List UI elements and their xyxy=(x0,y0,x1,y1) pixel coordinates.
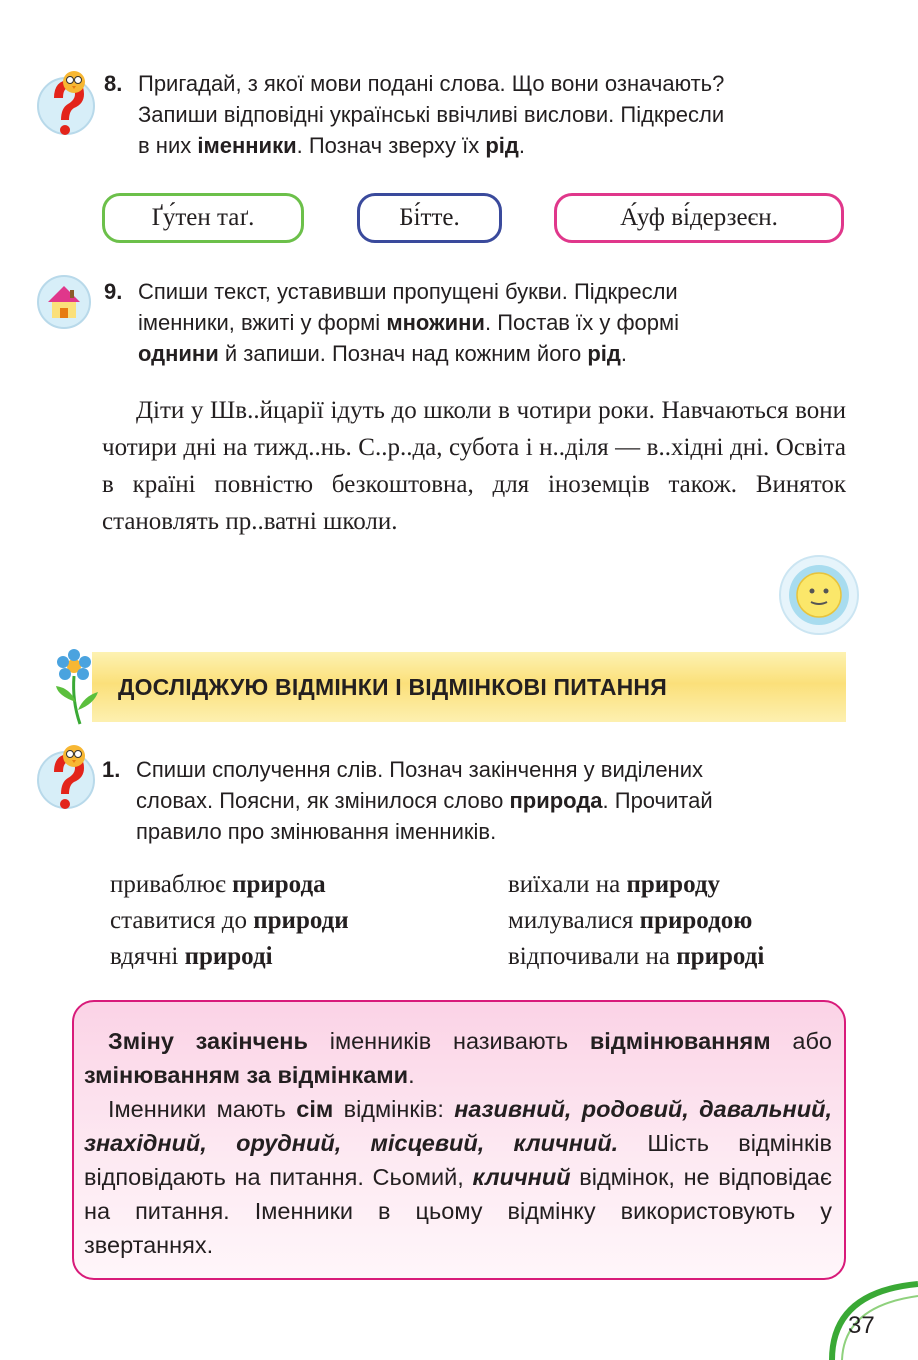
flower-icon xyxy=(50,646,106,726)
phrase-item: милувалися природою xyxy=(508,907,753,934)
word-card-text: А́уф ві́дерзеєн. xyxy=(620,204,778,231)
exercise-passage xyxy=(102,392,846,540)
task-line: правило про змінювання іменників. xyxy=(136,819,497,844)
word-card-auf-wiedersehen xyxy=(554,193,844,243)
task-line: Запиши відповідні українські ввічливі вислови. Підкресли xyxy=(138,102,725,127)
task-line: однини й запиши. Познач над кожним його рід. xyxy=(138,341,627,366)
task-number: 8. xyxy=(104,71,123,96)
section-title: ДОСЛІДЖУЮ ВІДМІНКИ І ВІДМІНКОВІ ПИТАННЯ xyxy=(118,674,667,700)
phrase-item: вдячні природі xyxy=(110,943,273,970)
task-number: 9. xyxy=(104,279,123,304)
task-line: в них іменники. Познач зверху їх рід. xyxy=(138,133,525,158)
task-8 xyxy=(104,68,846,161)
task-line: словах. Поясни, як змінилося слово природа. Прочитай xyxy=(136,788,713,813)
word-card-text: Ґу́тен таґ. xyxy=(151,204,255,231)
word-card-guten-tag xyxy=(102,193,304,243)
smiley-icon xyxy=(778,554,860,636)
question-owl-icon xyxy=(36,738,100,818)
task-line: Спиши сполучення слів. Познач закінчення у виділених xyxy=(136,757,703,782)
phrase-column-left xyxy=(110,867,490,975)
house-icon xyxy=(36,274,92,330)
word-card-text: Бі́тте. xyxy=(399,204,460,231)
question-owl-icon xyxy=(36,64,100,144)
task-number: 1. xyxy=(102,757,121,782)
word-card-bitte xyxy=(357,193,502,243)
passage-text: Діти у Шв..йцарії ідуть до школи в чотири роки. Навчаються вони чотири дні на тижд..нь. С..р..да, субота і н..діля — в..хідні дні. Освіта в країні повністю безкоштовна, для іноземців також. Виняток становлять пр..ватні школи. xyxy=(102,397,846,535)
task-1 xyxy=(102,754,846,847)
phrase-item: ставитися до природи xyxy=(110,907,349,934)
rule-text xyxy=(84,1024,832,1262)
page-number: 37 xyxy=(848,1312,875,1339)
task-9 xyxy=(104,276,846,369)
task-line: Спиши текст, уставивши пропущені букви. Підкресли xyxy=(138,279,678,304)
rule-paragraph: Іменники мають сім відмінків: називний, родовий, давальний, знахідний, орудний, місцевий, кличний. Шість відмінків відповідають на питання. Сьомий, кличний відмінок, не відповідає на питання. Іменники в цьому відмінку використовують у звертаннях. xyxy=(84,1096,832,1258)
phrase-item: виїхали на природу xyxy=(508,871,720,898)
task-line: Пригадай, з якої мови подані слова. Що вони означають? xyxy=(138,71,725,96)
phrase-item: відпочивали на природі xyxy=(508,943,765,970)
task-line: іменники, вжиті у формі множини. Постав їх у формі xyxy=(138,310,680,335)
rule-paragraph: Зміну закінчень іменників називають відмінюванням або змінюванням за відмінками. xyxy=(84,1028,832,1088)
phrase-item: приваблює природа xyxy=(110,871,326,898)
phrase-column-right xyxy=(508,867,868,975)
